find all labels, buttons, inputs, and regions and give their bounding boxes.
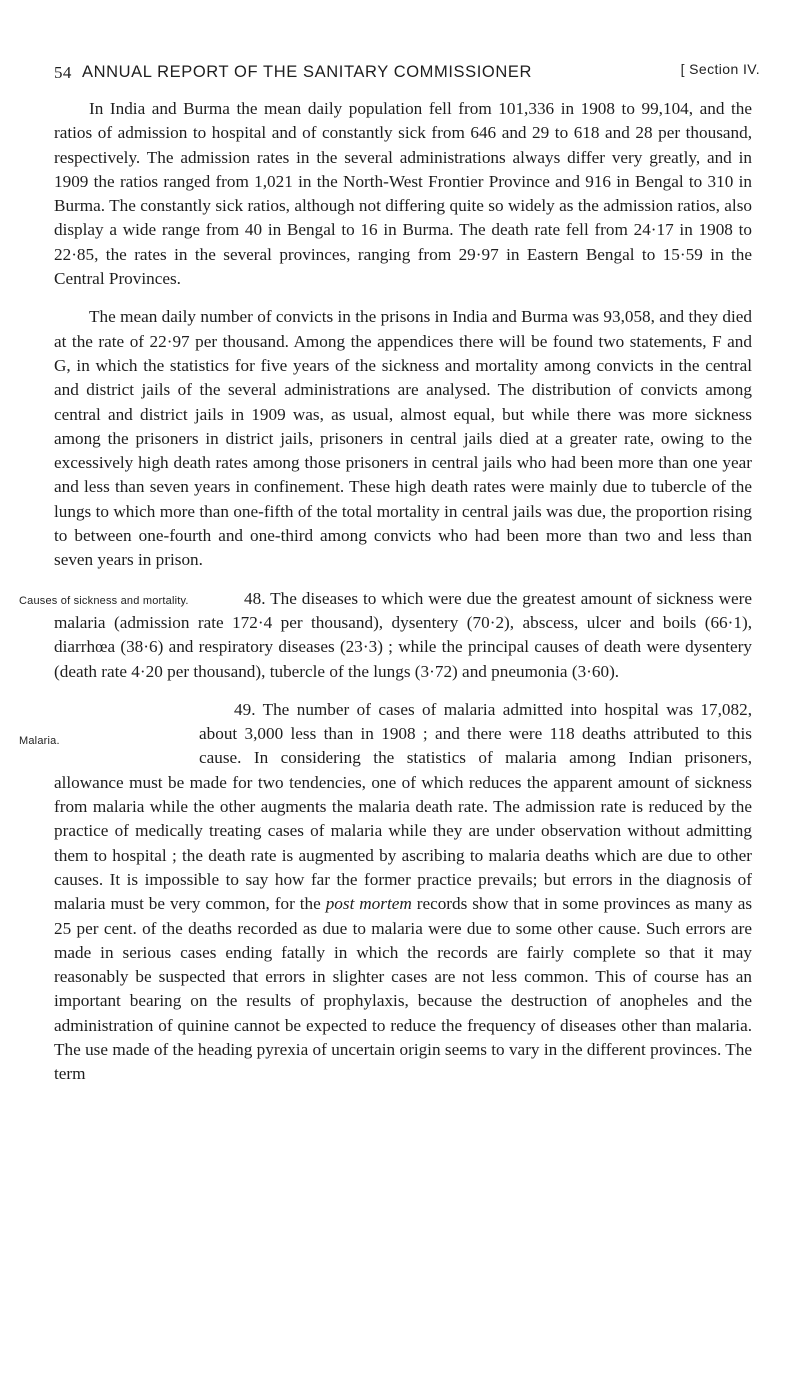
side-note-malaria: Malaria. — [19, 734, 60, 747]
paragraph-malaria — [19, 698, 753, 1087]
page-number: 54 — [54, 63, 72, 82]
paragraph-causes — [19, 587, 752, 684]
paragraph-causes-text: 48. The diseases to which were due the greatest amount of sickness were malaria (admission rate 172·4 per thousand), dysentery (70·2), abscess, ulcer and boils (66·1), diarrhœa (38·6) and respiratory diseases (23·3) ; while the principal causes of death were dysentery (death rate 4·20 per thousand), tubercle of the lungs (3·72) and pneumonia (3·60). — [54, 588, 752, 681]
paragraph-population: In India and Burma the mean daily population fell from 101,336 in 1908 to 99,104, and the ratios of admission to hospital and of constantly sick from 646 and 29 to 618 and 28 per thousand, respectively. The admission rates in the several administrations always differ very greatly, and in 1909 the ratios ranged from 1,021 in the North-West Frontier Province and 916 in Bengal to 310 in Burma. The constantly sick ratios, although not differing quite so widely as the admission ratios, also display a wide range from 40 in Bengal to 16 in Burma. The death rate fell from 24·17 in 1908 to 22·85, the rates in the several provinces, ranging from 29·97 in Eastern Bengal to 15·59 in the Central Provinces. — [54, 99, 752, 289]
paragraph-malaria-text-b: records show that in some provinces as many as 25 per cent. of the deaths recorded as due to malaria were due to some other cause. Such errors are made in serious cases ending fatally in which the records are fairly complete so that it may reasonably be suspected that errors in slighter cases are not less common. This of course has an important bearing on the results of prophylaxis, because the destruction of anopheles and the administration of quinine cannot be expected to reduce the frequency of diseases other than malaria. The use made of the heading pyrexia of uncertain origin seems to vary in the different provinces. The term — [54, 894, 753, 1084]
section-label: [ Section IV. — [680, 61, 760, 77]
paragraph-malaria-text-a: 49. The number of cases of malaria admitted into hospital was 17,082, about 3,000 less than in 1908 ; and there were 118 deaths attributed to this cause. In considering the statistics of malaria among Indian prisoners, allowance must be made for two tendencies, one of which reduces the apparent amount of sickness from malaria while the other augments the malaria death rate. The admission rate is reduced by the practice of medically treating cases of malaria while they are under observation without admitting them to hospital ; the death rate is augmented by ascribing to malaria deaths which are due to other causes. It is impossible to say how far the former practice prevails; but errors in the diagnosis of malaria must be very common, for the — [54, 699, 752, 914]
paragraph-convicts: The mean daily number of convicts in the prisons in India and Burma was 93,058, and they died at the rate of 22·97 per thousand. Among the appendices there will be found two statements, F and G, in which the statistics for five years of the sickness and mortality among convicts in the central and district jails of the several administrations are analysed. The distribution of convicts among central and district jails in 1909 was, as usual, almost equal, but while there was more sickness among the prisoners in district jails, prisoners in central jails died at a greater rate, owing to the excessively high death rates among those prisoners in central jails who had been more than one year and less than seven years in confinement. These high death rates were mainly due to tubercle of the lungs to which more than one-fifth of the total mortality in central jails was due, the proportion rising to between one-fourth and one-third among convicts who had been more than two and less than seven years in prison. — [54, 307, 752, 570]
paragraph-malaria-italic: post mortem — [325, 894, 412, 914]
page-header — [54, 60, 760, 84]
running-title: ANNUAL REPORT OF THE SANITARY COMMISSIONER — [82, 63, 533, 81]
report-body — [19, 97, 753, 1087]
side-note-causes: Causes of sickness and mortality. — [19, 594, 189, 607]
